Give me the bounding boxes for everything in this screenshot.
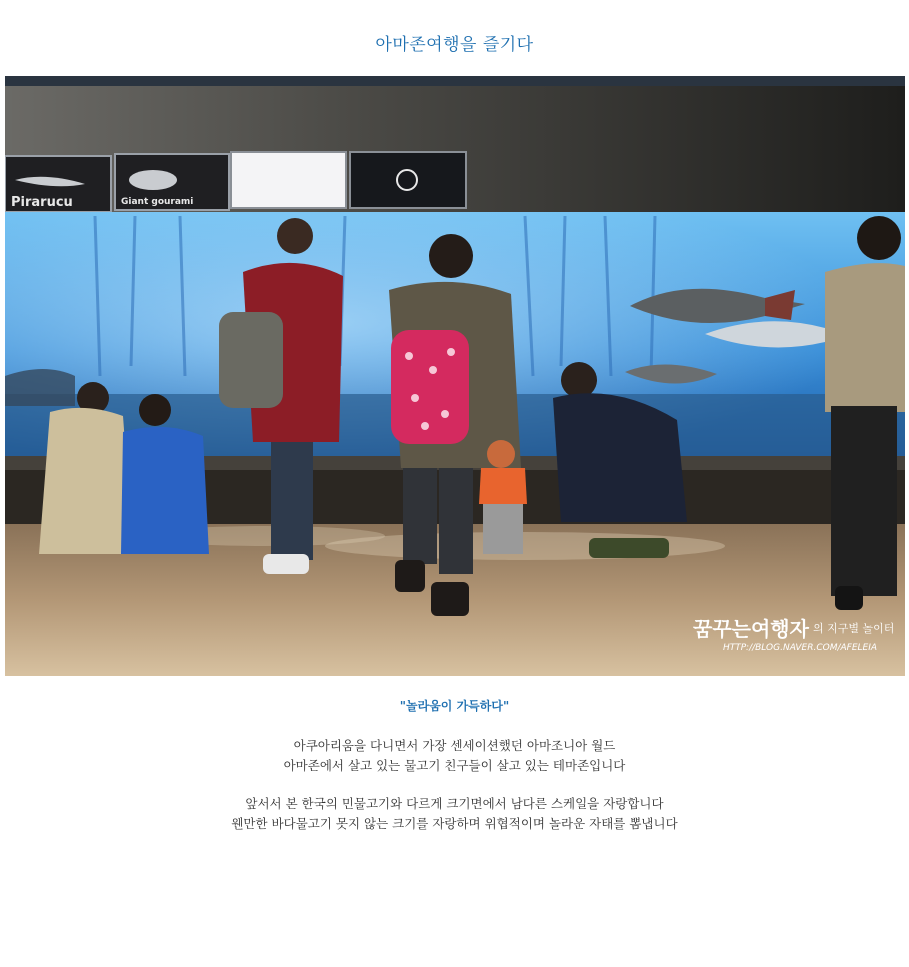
post-title: 아마존여행을 즐기다 [375,35,534,55]
paragraph-line: 아쿠아리움을 다니면서 가장 센세이션했던 아마조니아 월드 [293,738,616,753]
watermark-suffix: 의 지구별 놀이터 [813,622,895,635]
paragraph-line: 웬만한 바다물고기 못지 않는 크기를 자랑하며 위협적이며 놀라운 자태를 뽐냅니다 [231,816,678,831]
paragraph-2 [0,794,909,834]
info-screen-blank [231,152,346,208]
sign-label-pirarucu: Pirarucu [11,195,73,210]
info-screen-logo [350,152,466,208]
paragraph-line: 아마존에서 살고 있는 물고기 친구들이 살고 있는 테마존입니다 [283,758,626,773]
watermark-url: HTTP://BLOG.NAVER.COM/AFELEIA [723,643,878,653]
info-sign-giant-gourami [115,154,229,210]
photo-caption: "놀라움이 가득하다" [399,699,510,713]
person-standing-right [825,216,905,610]
paragraph-line: 앞서서 본 한국의 민물고기와 다르게 크기면에서 남다른 스케일을 자랑합니다 [245,796,664,811]
aquarium-photo [5,76,905,676]
watermark-main: 꿈꾸는여행자 [693,617,809,641]
paragraph-1 [0,736,909,776]
sign-label-giant-gourami: Giant gourami [121,197,194,207]
info-sign-pirarucu [5,156,111,212]
